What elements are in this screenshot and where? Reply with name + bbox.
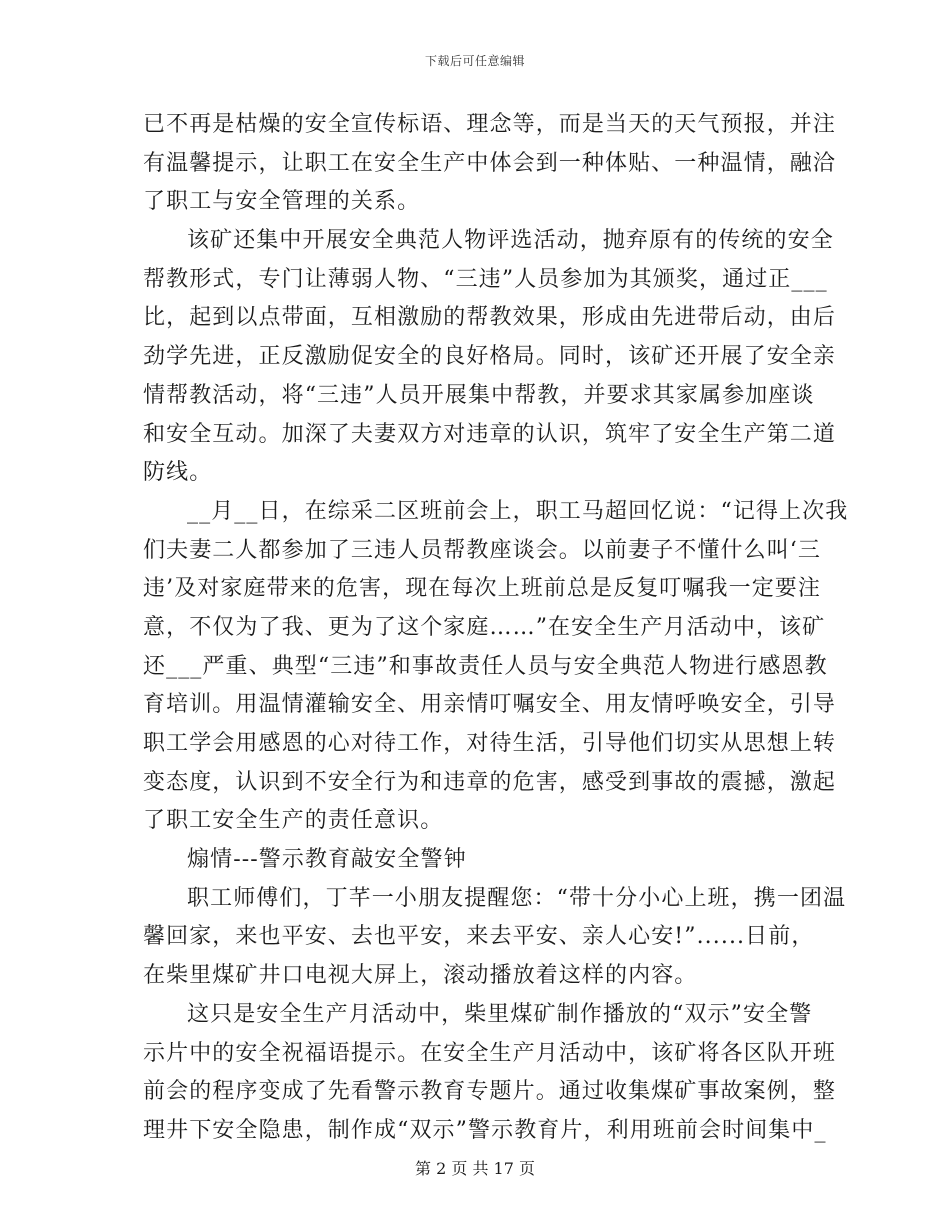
text-line: 意，不仅为了我、更为了这个家庭……”在安全生产月活动中，该矿 — [143, 614, 826, 640]
text-line: 了职工与安全管理的关系。 — [143, 189, 421, 215]
text-line: 违’及对家庭带来的危害，现在每次上班前总是反复叮嘱我一定要注 — [143, 576, 821, 602]
page-number: 第 2 页 共 17 页 — [415, 1159, 535, 1178]
text-line: 了职工安全生产的责任意识。 — [143, 808, 444, 834]
text-line: 前会的程序变成了先看警示教育专题片。通过收集煤矿事故案例，整 — [143, 1079, 837, 1105]
text-line: 比，起到以点带面，互相激励的帮教效果，形成由先进带后动，由后 — [143, 305, 837, 331]
document-body — [143, 106, 849, 1151]
text-line: 这只是安全生产月活动中，柴里煤矿制作播放的“双示”安全警 — [187, 1001, 813, 1027]
text-line: 理井下安全隐患，制作成“双示”警示教育片，利用班前会时间集中_ — [143, 1117, 827, 1143]
text-line: 该矿还集中开展安全典范人物评选活动，抛弃原有的传统的安全 — [187, 228, 834, 254]
text-line: 在柴里煤矿井口电视大屏上，滚动播放着这样的内容。 — [143, 963, 698, 989]
text-line: 育培训。用温情灌输安全、用亲情叮嘱安全、用友情呼唤安全，引导 — [143, 692, 837, 718]
text-line: __月__日，在综采二区班前会上，职工马超回忆说：“记得上次我 — [187, 498, 849, 524]
page-header: 下载后可任意编辑 — [424, 54, 525, 68]
text-line: 职工学会用感恩的心对待工作，对待生活，引导他们切实从思想上转 — [143, 731, 837, 756]
text-line: 职工师傅们，丁芊一小朋友提醒您：“带十分小心上班，携一团温 — [187, 885, 847, 911]
text-line: 劲学先进，正反激励促安全的良好格局。同时，该矿还开展了安全亲 — [143, 344, 837, 370]
text-line: 情帮教活动，将“三违”人员开展集中帮教，并要求其家属参加座谈 — [143, 382, 815, 408]
text-line: 馨回家，来也平安、去也平安，来去平安、亲人心安!”......日前， — [143, 924, 815, 950]
text-line: 煽情---警示教育敲安全警钟 — [187, 847, 467, 873]
text-line: 还___严重、典型“三违”和事故责任人员与安全典范人物进行感恩教 — [143, 653, 828, 679]
text-line: 有温馨提示，让职工在安全生产中体会到一种体贴、一种温情，融洽 — [143, 150, 837, 176]
text-line: 和安全互动。加深了夫妻双方对违章的认识，筑牢了安全生产第二道 — [143, 421, 837, 447]
text-line: 帮教形式，专门让薄弱人物、“三违”人员参加为其颁奖，通过正___ — [143, 266, 828, 292]
text-line: 变态度，认识到不安全行为和违章的危害，感受到事故的震撼，激起 — [143, 769, 837, 795]
text-line: 已不再是枯燥的安全宣传标语、理念等，而是当天的天气预报，并注 — [143, 112, 837, 137]
text-line: 防线。 — [143, 460, 213, 486]
text-line: 示片中的安全祝福语提示。在安全生产月活动中，该矿将各区队开班 — [143, 1040, 837, 1066]
text-line: 们夫妻二人都参加了三违人员帮教座谈会。以前妻子不懂什么叫‘三 — [143, 537, 821, 563]
